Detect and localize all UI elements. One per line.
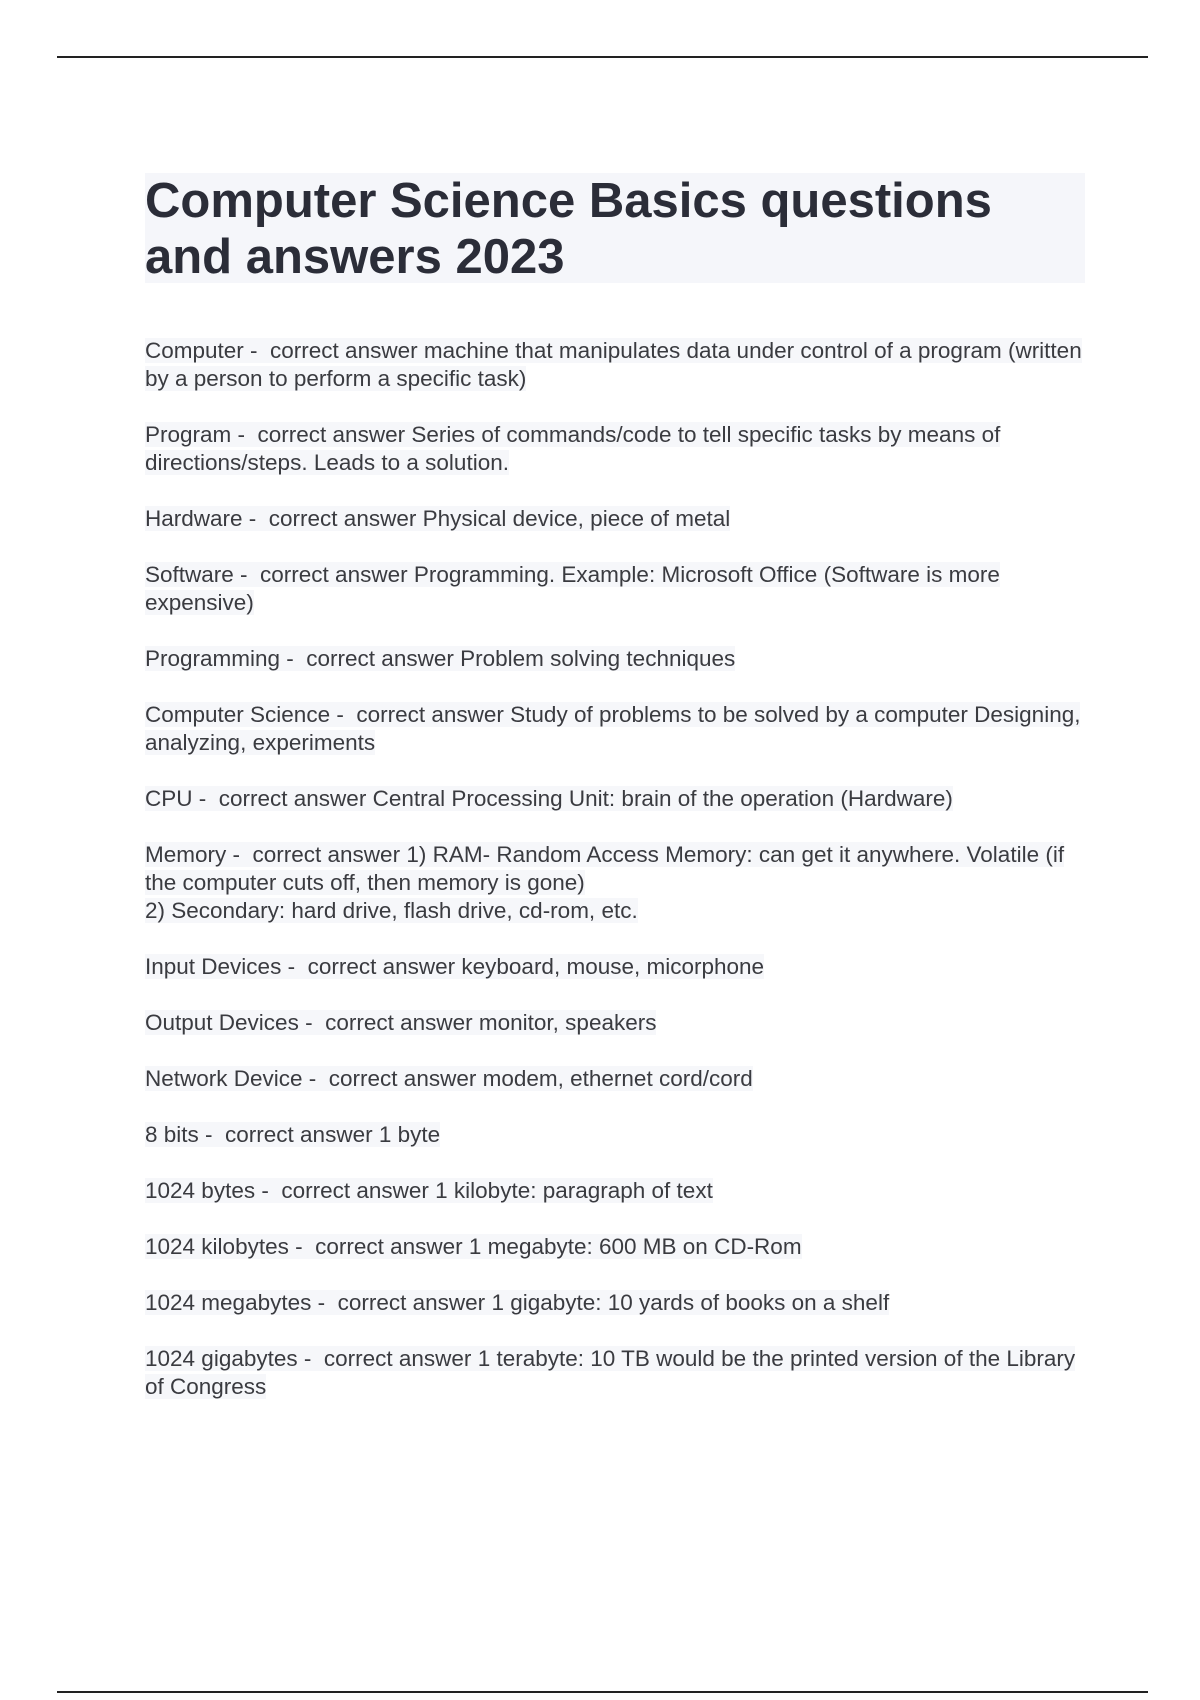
header-rule [57,56,1148,58]
answer-label: correct answer [325,1010,473,1035]
entry-term: Network Device [145,1066,303,1091]
entry-term: Software [145,562,234,587]
entry-answer: modem, ethernet cord/cord [482,1066,753,1091]
entry-term: Programming [145,646,281,671]
answer-label: correct answer [270,338,418,363]
qa-entry [145,645,1085,673]
answer-label: correct answer [225,1122,373,1147]
entry-separator: - [233,562,261,587]
entry-separator: - [226,842,253,867]
qa-entry [145,337,1085,393]
entry-term: Memory [145,842,227,867]
entry-answer: Series of commands/code to tell specific tasks by means of directions/steps. Leads to a solution. [145,422,1001,475]
entry-separator: - [281,954,308,979]
entry-separator: - [243,338,271,363]
answer-label: correct answer [328,1066,477,1091]
answer-label: correct answer [218,786,367,811]
answer-label: correct answer [252,842,401,867]
entry-answer: keyboard, mouse, micorphone [461,954,765,979]
answer-label: correct answer [356,702,504,727]
entry-term: Output Devices [145,1010,299,1035]
answer-label: correct answer [257,422,406,447]
entry-separator: - [198,1122,226,1147]
qa-entry [145,1345,1085,1401]
entry-answer-extra: 2) Secondary: hard drive, flash drive, cd-rom, etc. [145,898,638,923]
entry-separator: - [298,1010,326,1035]
footer-rule [57,1691,1148,1693]
qa-entry [145,701,1085,757]
qa-entry [145,561,1085,617]
entry-term: Hardware [145,506,243,531]
qa-entry [145,1121,1085,1149]
answer-label: correct answer [323,1346,472,1371]
entry-term: CPU [145,786,193,811]
entry-separator: - [288,1234,316,1259]
entry-answer: Physical device, piece of metal [422,506,731,531]
answer-label: correct answer [307,954,456,979]
entry-term: 8 bits [145,1122,199,1147]
entry-answer: 1 kilobyte: paragraph of text [435,1178,713,1203]
entry-separator: - [280,646,307,671]
qa-entry [145,1177,1085,1205]
answer-label: correct answer [260,562,408,587]
answer-label: correct answer [337,1290,486,1315]
qa-entry [145,1009,1085,1037]
answer-label: correct answer [268,506,417,531]
page-title: Computer Science Basics questions and answers 2023 [145,173,1085,283]
entry-term: Computer [145,338,244,363]
qa-entry [145,841,1085,925]
qa-entry [145,1233,1085,1261]
entry-answer: 1 byte [378,1122,441,1147]
entry-separator: - [231,422,258,447]
answer-label: correct answer [281,1178,429,1203]
entry-term: 1024 gigabytes [145,1346,298,1371]
entry-answer: Study of problems to be solved by a computer Designing, analyzing, experiments [145,702,1081,755]
entry-answer: machine that manipulates data under control of a program (written by a person to perform a specific task) [145,338,1082,391]
answer-label: correct answer [306,646,454,671]
entry-answer: 1) RAM- Random Access Memory: can get it anywhere. Volatile (if the computer cuts off, then memory is gone) [145,842,1065,895]
qa-entry [145,785,1085,813]
qa-entry [145,421,1085,477]
entry-separator: - [302,1066,329,1091]
qa-list [145,337,1085,1429]
entry-term: Input Devices [145,954,282,979]
entry-separator: - [242,506,269,531]
entry-answer: 1 megabyte: 600 MB on CD-Rom [468,1234,802,1259]
entry-term: Computer Science [145,702,331,727]
answer-label: correct answer [315,1234,463,1259]
entry-answer: 1 gigabyte: 10 yards of books on a shelf [491,1290,890,1315]
entry-term: 1024 bytes [145,1178,256,1203]
entry-separator: - [311,1290,338,1315]
qa-entry [145,1289,1085,1317]
entry-separator: - [330,702,357,727]
entry-separator: - [297,1346,324,1371]
entry-separator: - [255,1178,282,1203]
entry-term: 1024 kilobytes [145,1234,289,1259]
entry-answer: Problem solving techniques [460,646,736,671]
entry-separator: - [192,786,219,811]
entry-answer: Central Processing Unit: brain of the operation (Hardware) [372,786,953,811]
entry-answer: 1 terabyte: 10 TB would be the printed version of the Library of Congress [145,1346,1076,1399]
entry-answer: Programming. Example: Microsoft Office (Software is more expensive) [145,562,1000,615]
qa-entry [145,505,1085,533]
entry-term: Program [145,422,232,447]
entry-answer: monitor, speakers [478,1010,657,1035]
entry-term: 1024 megabytes [145,1290,312,1315]
qa-entry [145,953,1085,981]
qa-entry [145,1065,1085,1093]
